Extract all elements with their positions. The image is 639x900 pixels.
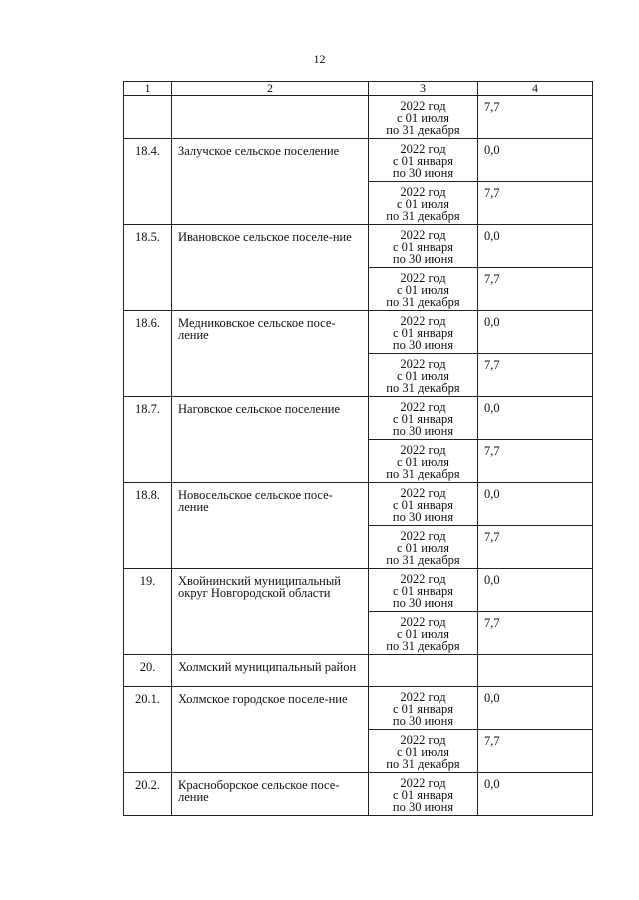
period-year: 2022 год: [400, 690, 446, 704]
period-to: по 30 июня: [392, 166, 454, 180]
period-from: с 01 января: [392, 584, 454, 598]
period-cell: [369, 569, 478, 612]
period-year: 2022 год: [400, 776, 446, 790]
table-row: [124, 655, 593, 687]
header-col-2: 2: [172, 82, 369, 96]
settlement-name: Ивановское сельское поселе-ние: [172, 225, 369, 311]
period-to: по 30 июня: [392, 252, 454, 266]
period-from: с 01 июля: [396, 627, 449, 641]
period-to: по 31 декабря: [386, 381, 460, 395]
period-cell: [369, 311, 478, 354]
period-year: 2022 год: [400, 314, 446, 328]
settlement-name: Медниковское сельское посе-ление: [172, 311, 369, 397]
row-number: 20.: [124, 655, 172, 687]
period-from: с 01 января: [392, 326, 454, 340]
period-from: с 01 января: [392, 788, 454, 802]
period-cell: [369, 526, 478, 569]
period-cell: [369, 354, 478, 397]
period-cell: [369, 612, 478, 655]
period-cell: [369, 397, 478, 440]
rate-value: 7,7: [478, 96, 593, 139]
rate-value: 7,7: [478, 354, 593, 397]
period-to: по 31 декабря: [386, 209, 460, 223]
rate-value: 0,0: [478, 569, 593, 612]
period-cell: [369, 225, 478, 268]
period-to: по 31 декабря: [386, 295, 460, 309]
period-year: 2022 год: [400, 357, 446, 371]
settlement-name: [172, 96, 369, 139]
period-cell: [369, 139, 478, 182]
period-year: 2022 год: [400, 400, 446, 414]
period-year: 2022 год: [400, 529, 446, 543]
period-to: по 31 декабря: [386, 639, 460, 653]
period-to: по 30 июня: [392, 800, 454, 814]
settlement-name: Хвойнинский муниципальный округ Новгородской области: [172, 569, 369, 655]
period-cell: [369, 655, 478, 687]
period-to: по 31 декабря: [386, 757, 460, 771]
period-from: с 01 июля: [396, 455, 449, 469]
settlement-name: Залучское сельское поселение: [172, 139, 369, 225]
period-year: 2022 год: [400, 733, 446, 747]
period-from: с 01 июля: [396, 283, 449, 297]
row-number: 20.1.: [124, 687, 172, 773]
period-year: 2022 год: [400, 271, 446, 285]
row-number: 18.8.: [124, 483, 172, 569]
period-to: по 30 июня: [392, 510, 454, 524]
settlement-name: Наговское сельское поселение: [172, 397, 369, 483]
period-cell: [369, 730, 478, 773]
table-row: [124, 139, 593, 182]
period-from: с 01 июля: [396, 745, 449, 759]
period-year: 2022 год: [400, 228, 446, 242]
period-from: с 01 января: [392, 154, 454, 168]
period-from: с 01 января: [392, 240, 454, 254]
period-from: с 01 января: [392, 498, 454, 512]
rate-value: 7,7: [478, 612, 593, 655]
page-number: 12: [313, 52, 326, 66]
table-row: [124, 687, 593, 730]
header-col-1: 1: [124, 82, 172, 96]
rate-value: [478, 655, 593, 687]
period-year: 2022 год: [400, 142, 446, 156]
period-year: 2022 год: [400, 486, 446, 500]
period-to: по 31 декабря: [386, 123, 460, 137]
period-year: 2022 год: [400, 185, 446, 199]
period-cell: [369, 182, 478, 225]
row-number: 18.7.: [124, 397, 172, 483]
period-cell: [369, 483, 478, 526]
period-from: с 01 января: [392, 702, 454, 716]
table-row: [124, 311, 593, 354]
row-number: 20.2.: [124, 773, 172, 816]
rate-value: 0,0: [478, 139, 593, 182]
rate-value: 0,0: [478, 773, 593, 816]
period-from: с 01 июля: [396, 111, 449, 125]
period-cell: [369, 687, 478, 730]
period-from: с 01 июля: [396, 541, 449, 555]
period-from: с 01 июля: [396, 197, 449, 211]
settlement-name: Холмское городское поселе-ние: [172, 687, 369, 773]
table-row: [124, 569, 593, 612]
row-number: 18.5.: [124, 225, 172, 311]
period-to: по 30 июня: [392, 338, 454, 352]
row-number: 18.6.: [124, 311, 172, 397]
rate-value: 0,0: [478, 483, 593, 526]
row-number: 19.: [124, 569, 172, 655]
period-to: по 30 июня: [392, 596, 454, 610]
rate-value: 0,0: [478, 687, 593, 730]
header-col-3: 3: [369, 82, 478, 96]
period-cell: [369, 440, 478, 483]
table-header-row: [124, 82, 593, 96]
period-from: с 01 января: [392, 412, 454, 426]
header-col-4: 4: [478, 82, 593, 96]
row-number: [124, 96, 172, 139]
table-row: [124, 96, 593, 139]
period-year: 2022 год: [400, 443, 446, 457]
period-cell: [369, 96, 478, 139]
period-to: по 30 июня: [392, 424, 454, 438]
settlement-name: Холмский муниципальный район: [172, 655, 369, 687]
rates-table: [123, 81, 593, 816]
table-row: [124, 225, 593, 268]
rate-value: 0,0: [478, 311, 593, 354]
settlement-name: Новосельское сельское посе-ление: [172, 483, 369, 569]
rate-value: 0,0: [478, 397, 593, 440]
period-cell: [369, 773, 478, 816]
row-number: 18.4.: [124, 139, 172, 225]
period-to: по 31 декабря: [386, 467, 460, 481]
period-cell: [369, 268, 478, 311]
period-year: 2022 год: [400, 99, 446, 113]
table-row: [124, 397, 593, 440]
period-to: по 30 июня: [392, 714, 454, 728]
rate-value: 7,7: [478, 526, 593, 569]
table-row: [124, 483, 593, 526]
settlement-name: Красноборское сельское посе-ление: [172, 773, 369, 816]
period-from: с 01 июля: [396, 369, 449, 383]
rate-value: 7,7: [478, 182, 593, 225]
period-year: 2022 год: [400, 615, 446, 629]
period-to: по 31 декабря: [386, 553, 460, 567]
period-year: 2022 год: [400, 572, 446, 586]
rate-value: 7,7: [478, 440, 593, 483]
rate-value: 7,7: [478, 268, 593, 311]
table-row: [124, 773, 593, 816]
rate-value: 0,0: [478, 225, 593, 268]
rate-value: 7,7: [478, 730, 593, 773]
